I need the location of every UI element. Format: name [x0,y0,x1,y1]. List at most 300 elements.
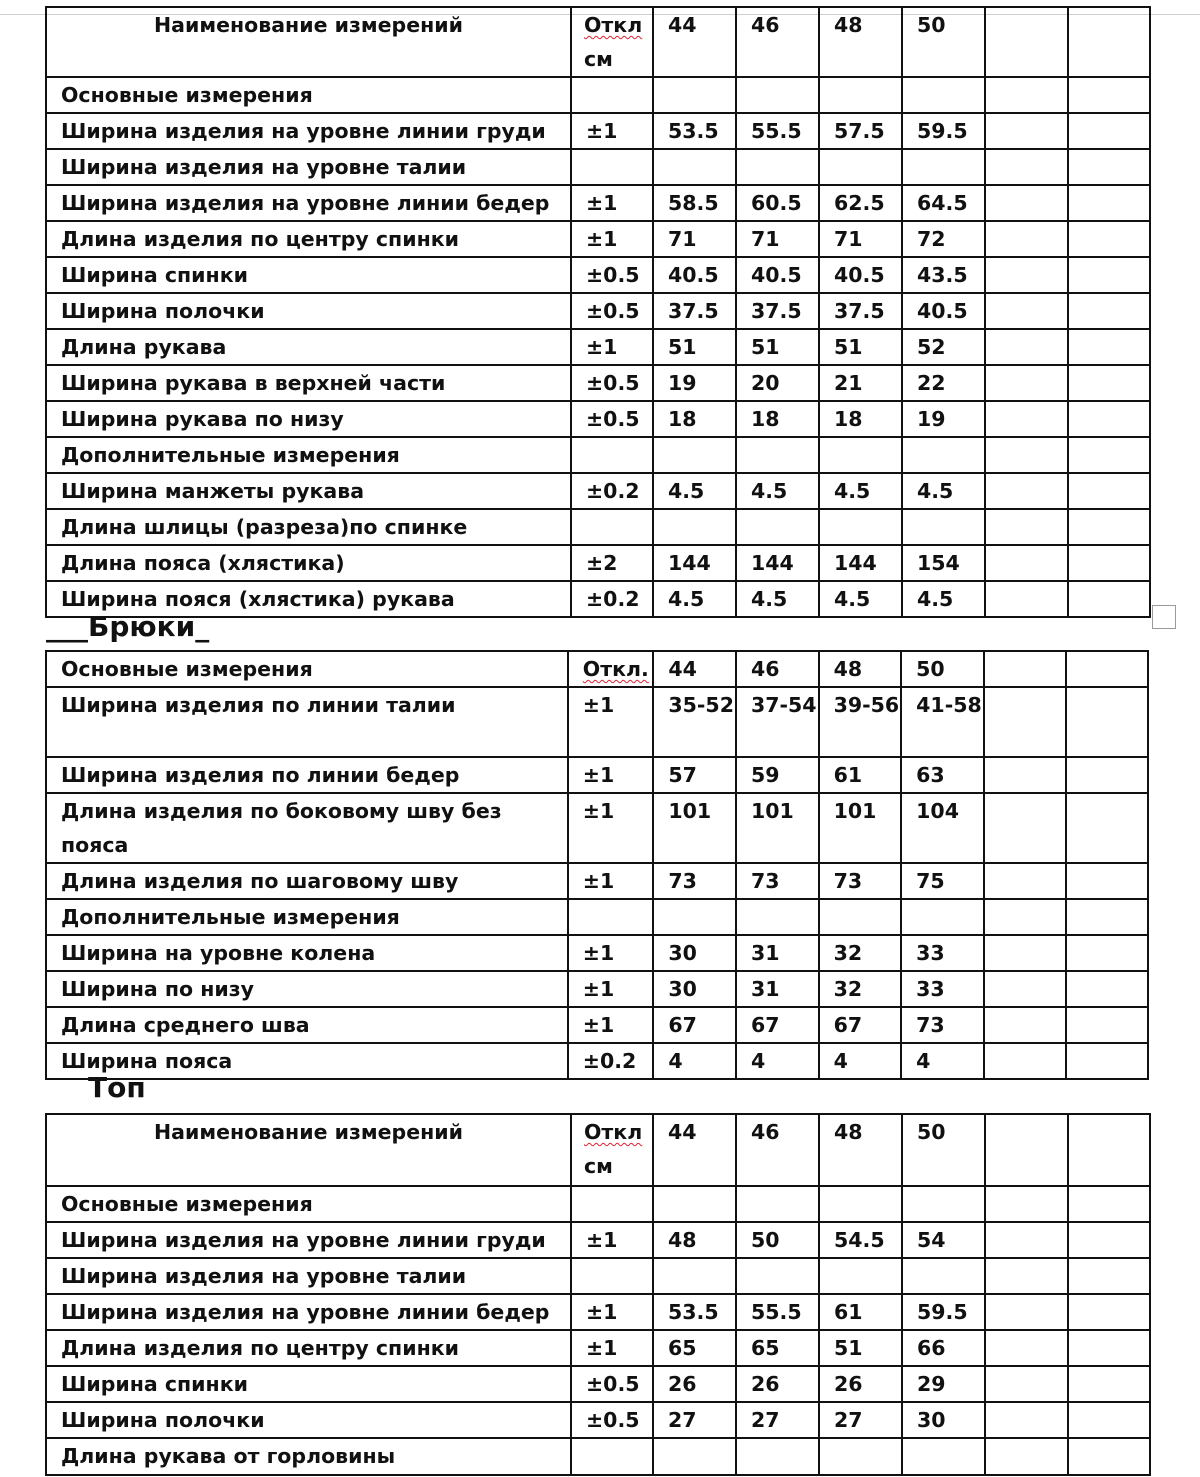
value-cell: 37.5 [653,293,736,329]
value-cell [736,1186,819,1222]
value-cell: 75 [901,863,984,899]
empty-cell [984,757,1067,793]
empty-cell [985,545,1068,581]
column-header-size: 46 [736,651,819,687]
section-title-top: Топ [88,1071,146,1104]
table-row [46,687,1148,757]
table-row [46,365,1150,401]
empty-cell [985,329,1068,365]
value-cell [736,509,819,545]
empty-cell [984,651,1067,687]
section-row [46,437,1150,473]
value-cell: 32 [819,935,902,971]
value-cell: 53.5 [653,1294,736,1330]
empty-cell [1068,509,1150,545]
empty-cell [1068,1438,1150,1475]
value-cell: 27 [653,1402,736,1438]
deviation-cell: ±0.2 [571,473,653,509]
table-header-row [46,651,1148,687]
value-cell [819,1438,902,1475]
deviation-cell: ±0.5 [571,257,653,293]
deviation-cell: ±0.2 [568,1043,654,1079]
empty-cell [985,1438,1068,1475]
value-cell [819,509,902,545]
table-row [46,935,1148,971]
empty-cell [1066,757,1148,793]
value-cell [653,1258,736,1294]
table-row [46,1007,1148,1043]
value-cell: 4 [901,1043,984,1079]
value-cell: 40.5 [902,293,985,329]
value-cell: 154 [902,545,985,581]
table-row [46,185,1150,221]
value-cell: 40.5 [653,257,736,293]
table-row [46,863,1148,899]
table-header-row [46,7,1150,77]
empty-cell [984,899,1067,935]
column-header-name: Основные измерения [46,651,568,687]
row-label: Основные измерения [46,77,571,113]
value-cell: 30 [653,935,736,971]
value-cell: 101 [653,793,736,863]
empty-cell [1066,1043,1148,1079]
value-cell: 64.5 [902,185,985,221]
empty-cell [1066,793,1148,863]
value-cell [736,1258,819,1294]
empty-cell [1068,329,1150,365]
row-label: Ширина рукава по низу [46,401,571,437]
row-label: Ширина изделия по линии талии [46,687,568,757]
empty-cell [1066,687,1148,757]
deviation-unit: см [584,47,613,71]
deviation-cell [571,149,653,185]
value-cell: 27 [736,1402,819,1438]
deviation-cell: ±1 [568,1007,654,1043]
empty-cell [1068,1330,1150,1366]
column-header-size: 48 [819,651,902,687]
value-cell [902,1258,985,1294]
section-row [46,77,1150,113]
empty-cell [1068,1402,1150,1438]
row-label: Ширина изделия на уровне линии груди [46,113,571,149]
row-label: Ширина изделия на уровне талии [46,1258,571,1294]
value-cell: 61 [819,757,902,793]
table-row [46,149,1150,185]
value-cell: 57.5 [819,113,902,149]
value-cell: 4.5 [653,581,736,617]
row-label: Ширина спинки [46,257,571,293]
table-row [46,545,1150,581]
value-cell: 26 [653,1366,736,1402]
empty-cell [985,149,1068,185]
table-row [46,757,1148,793]
empty-cell [985,437,1068,473]
table-row [46,1043,1148,1079]
column-header-name: Наименование измерений [46,7,571,77]
row-label: Ширина пояся (хлястика) рукава [46,581,571,617]
value-cell [653,1186,736,1222]
value-cell: 51 [819,329,902,365]
deviation-cell: ±1 [568,971,654,1007]
row-label: Ширина изделия на уровне талии [46,149,571,185]
row-label: Длина пояса (хлястика) [46,545,571,581]
value-cell: 61 [819,1294,902,1330]
table-row [46,1222,1150,1258]
empty-cell [985,581,1068,617]
deviation-cell: ±1 [571,185,653,221]
row-label: Ширина по низу [46,971,568,1007]
value-cell: 104 [901,793,984,863]
empty-cell [1068,1186,1150,1222]
empty-cell [985,1402,1068,1438]
table-row [46,1438,1150,1475]
value-cell: 59.5 [902,1294,985,1330]
empty-cell [1068,7,1150,77]
table-row [46,113,1150,149]
column-header-size: 50 [902,7,985,77]
row-label: Длина изделия по центру спинки [46,1330,571,1366]
section-title-trousers: ___Брюки_ [46,610,210,643]
empty-cell [1068,1114,1150,1186]
row-label: Ширина рукава в верхней части [46,365,571,401]
table-row [46,1258,1150,1294]
value-cell: 50 [736,1222,819,1258]
value-cell: 65 [736,1330,819,1366]
value-cell [902,149,985,185]
value-cell: 4.5 [902,581,985,617]
value-cell: 73 [819,863,902,899]
value-cell [736,149,819,185]
column-header-name: Наименование измерений [46,1114,571,1186]
value-cell: 37.5 [736,293,819,329]
column-header-size: 44 [653,7,736,77]
value-cell: 58.5 [653,185,736,221]
deviation-label: Откл. [582,657,649,681]
value-cell: 60.5 [736,185,819,221]
empty-cell [984,1043,1067,1079]
value-cell: 4.5 [736,581,819,617]
value-cell: 52 [902,329,985,365]
value-cell: 144 [819,545,902,581]
empty-cell [1066,935,1148,971]
row-label: Ширина изделия на уровне линии бедер [46,185,571,221]
row-label: Длина шлицы (разреза)по спинке [46,509,571,545]
row-label: Длина рукава от горловины [46,1438,571,1475]
deviation-cell: ±1 [571,1330,653,1366]
empty-cell [1068,437,1150,473]
table-row [46,221,1150,257]
empty-cell [1066,651,1148,687]
deviation-cell: ±1 [568,935,654,971]
value-cell [819,899,902,935]
table-row [46,1366,1150,1402]
value-cell: 72 [902,221,985,257]
value-cell: 26 [819,1366,902,1402]
measurements-table-trousers [45,650,1149,1080]
value-cell: 101 [819,793,902,863]
column-header-size: 44 [653,1114,736,1186]
empty-cell [1068,257,1150,293]
empty-cell [985,257,1068,293]
value-cell: 30 [653,971,736,1007]
table-row [46,1330,1150,1366]
empty-cell [1068,1222,1150,1258]
empty-cell [985,401,1068,437]
value-cell [819,77,902,113]
value-cell: 53.5 [653,113,736,149]
value-cell [653,437,736,473]
empty-cell [1068,185,1150,221]
empty-cell [985,1186,1068,1222]
value-cell: 41-58 [901,687,984,757]
value-cell: 40.5 [819,257,902,293]
deviation-cell: ±1 [571,113,653,149]
empty-cell [985,1294,1068,1330]
deviation-cell: ±0.5 [571,1366,653,1402]
table-row [46,473,1150,509]
empty-cell [1066,971,1148,1007]
value-cell: 21 [819,365,902,401]
empty-cell [985,1114,1068,1186]
value-cell [902,1186,985,1222]
column-header-size: 50 [901,651,984,687]
value-cell: 4 [736,1043,819,1079]
table-row [46,257,1150,293]
table-header-row [46,1114,1150,1186]
row-label: Длина рукава [46,329,571,365]
column-header-size: 46 [736,1114,819,1186]
value-cell: 54.5 [819,1222,902,1258]
empty-cell [985,293,1068,329]
empty-cell [985,7,1068,77]
deviation-cell: ±1 [568,863,654,899]
value-cell: 30 [902,1402,985,1438]
value-cell: 71 [653,221,736,257]
empty-cell [984,793,1067,863]
value-cell: 73 [901,1007,984,1043]
value-cell: 4.5 [819,473,902,509]
empty-cell [984,863,1067,899]
value-cell [653,149,736,185]
value-cell: 71 [736,221,819,257]
empty-cell [985,185,1068,221]
column-header-size: 46 [736,7,819,77]
empty-cell [1068,365,1150,401]
value-cell [902,1438,985,1475]
row-label: Ширина полочки [46,1402,571,1438]
value-cell: 59 [736,757,819,793]
value-cell [902,437,985,473]
row-label: Длина изделия по центру спинки [46,221,571,257]
value-cell: 4.5 [653,473,736,509]
row-label: Ширина изделия на уровне линии груди [46,1222,571,1258]
value-cell: 73 [653,863,736,899]
table-row [46,401,1150,437]
value-cell: 51 [653,329,736,365]
table-row [46,793,1148,863]
value-cell: 43.5 [902,257,985,293]
empty-cell [985,221,1068,257]
value-cell [819,1258,902,1294]
value-cell: 19 [902,401,985,437]
column-header-size: 50 [902,1114,985,1186]
value-cell: 39-56 [819,687,902,757]
value-cell [736,437,819,473]
value-cell: 18 [736,401,819,437]
value-cell: 55.5 [736,113,819,149]
value-cell: 29 [902,1366,985,1402]
value-cell: 67 [736,1007,819,1043]
row-label: Ширина пояса [46,1043,568,1079]
value-cell: 144 [736,545,819,581]
value-cell [653,509,736,545]
measurements-table-top [45,1113,1151,1476]
value-cell [736,77,819,113]
row-label: Длина изделия по шаговому шву [46,863,568,899]
value-cell: 63 [901,757,984,793]
row-label: Дополнительные измерения [46,437,571,473]
value-cell: 57 [653,757,736,793]
value-cell: 144 [653,545,736,581]
value-cell: 101 [736,793,819,863]
value-cell: 35-52 [653,687,736,757]
deviation-cell [568,899,654,935]
page-break-marker [1152,605,1176,629]
value-cell: 51 [819,1330,902,1366]
empty-cell [1068,293,1150,329]
table-row [46,329,1150,365]
deviation-cell: ±1 [568,793,654,863]
column-header-deviation [568,651,654,687]
value-cell: 18 [653,401,736,437]
empty-cell [985,473,1068,509]
value-cell: 4 [819,1043,902,1079]
value-cell: 4 [653,1043,736,1079]
empty-cell [1068,545,1150,581]
empty-cell [984,971,1067,1007]
table-row [46,581,1150,617]
deviation-cell [571,1438,653,1475]
value-cell [736,899,819,935]
deviation-cell: ±1 [571,221,653,257]
row-label: Ширина полочки [46,293,571,329]
empty-cell [984,1007,1067,1043]
deviation-label: Откл [584,1120,643,1144]
column-header-size: 44 [653,651,736,687]
deviation-cell [571,509,653,545]
empty-cell [1068,221,1150,257]
value-cell: 26 [736,1366,819,1402]
empty-cell [985,1330,1068,1366]
column-header-size: 48 [819,7,902,77]
deviation-cell [571,77,653,113]
row-label: Ширина манжеты рукава [46,473,571,509]
empty-cell [1068,581,1150,617]
deviation-cell [571,1186,653,1222]
column-header-size: 48 [819,1114,902,1186]
value-cell [819,1186,902,1222]
section-row [46,1186,1150,1222]
row-label: Ширина изделия по линии бедер [46,757,568,793]
deviation-cell: ±0.5 [571,365,653,401]
empty-cell [1068,77,1150,113]
value-cell [736,1438,819,1475]
deviation-cell: ±1 [571,1294,653,1330]
row-label: Основные измерения [46,1186,571,1222]
value-cell: 51 [736,329,819,365]
empty-cell [1066,863,1148,899]
value-cell: 22 [902,365,985,401]
deviation-cell: ±0.5 [571,1402,653,1438]
column-header-deviation [571,7,653,77]
value-cell [819,437,902,473]
value-cell: 71 [819,221,902,257]
value-cell: 65 [653,1330,736,1366]
column-header-deviation [571,1114,653,1186]
deviation-cell: ±1 [571,329,653,365]
value-cell: 48 [653,1222,736,1258]
table-row [46,293,1150,329]
empty-cell [1068,473,1150,509]
value-cell: 67 [819,1007,902,1043]
value-cell: 32 [819,971,902,1007]
value-cell: 55.5 [736,1294,819,1330]
value-cell: 33 [901,935,984,971]
value-cell: 20 [736,365,819,401]
row-label: Дополнительные измерения [46,899,568,935]
deviation-cell: ±0.5 [571,401,653,437]
measurements-table-jacket [45,6,1151,618]
empty-cell [1068,1366,1150,1402]
deviation-cell [571,1258,653,1294]
value-cell: 73 [736,863,819,899]
value-cell: 37-54 [736,687,819,757]
value-cell: 18 [819,401,902,437]
value-cell: 27 [819,1402,902,1438]
value-cell [653,1438,736,1475]
value-cell [901,899,984,935]
value-cell: 31 [736,935,819,971]
empty-cell [985,509,1068,545]
table-row [46,509,1150,545]
value-cell: 19 [653,365,736,401]
deviation-cell: ±1 [568,687,654,757]
empty-cell [1068,1294,1150,1330]
value-cell: 54 [902,1222,985,1258]
empty-cell [985,1366,1068,1402]
table-row [46,971,1148,1007]
value-cell [819,149,902,185]
deviation-cell: ±1 [568,757,654,793]
value-cell: 66 [902,1330,985,1366]
value-cell: 31 [736,971,819,1007]
empty-cell [1068,401,1150,437]
empty-cell [985,77,1068,113]
section-row [46,899,1148,935]
value-cell: 4.5 [902,473,985,509]
deviation-cell: ±0.2 [571,581,653,617]
value-cell: 67 [653,1007,736,1043]
empty-cell [984,687,1067,757]
empty-cell [1068,1258,1150,1294]
value-cell: 62.5 [819,185,902,221]
value-cell: 40.5 [736,257,819,293]
value-cell: 4.5 [736,473,819,509]
value-cell [653,77,736,113]
value-cell: 59.5 [902,113,985,149]
row-label: Ширина изделия на уровне линии бедер [46,1294,571,1330]
empty-cell [985,365,1068,401]
